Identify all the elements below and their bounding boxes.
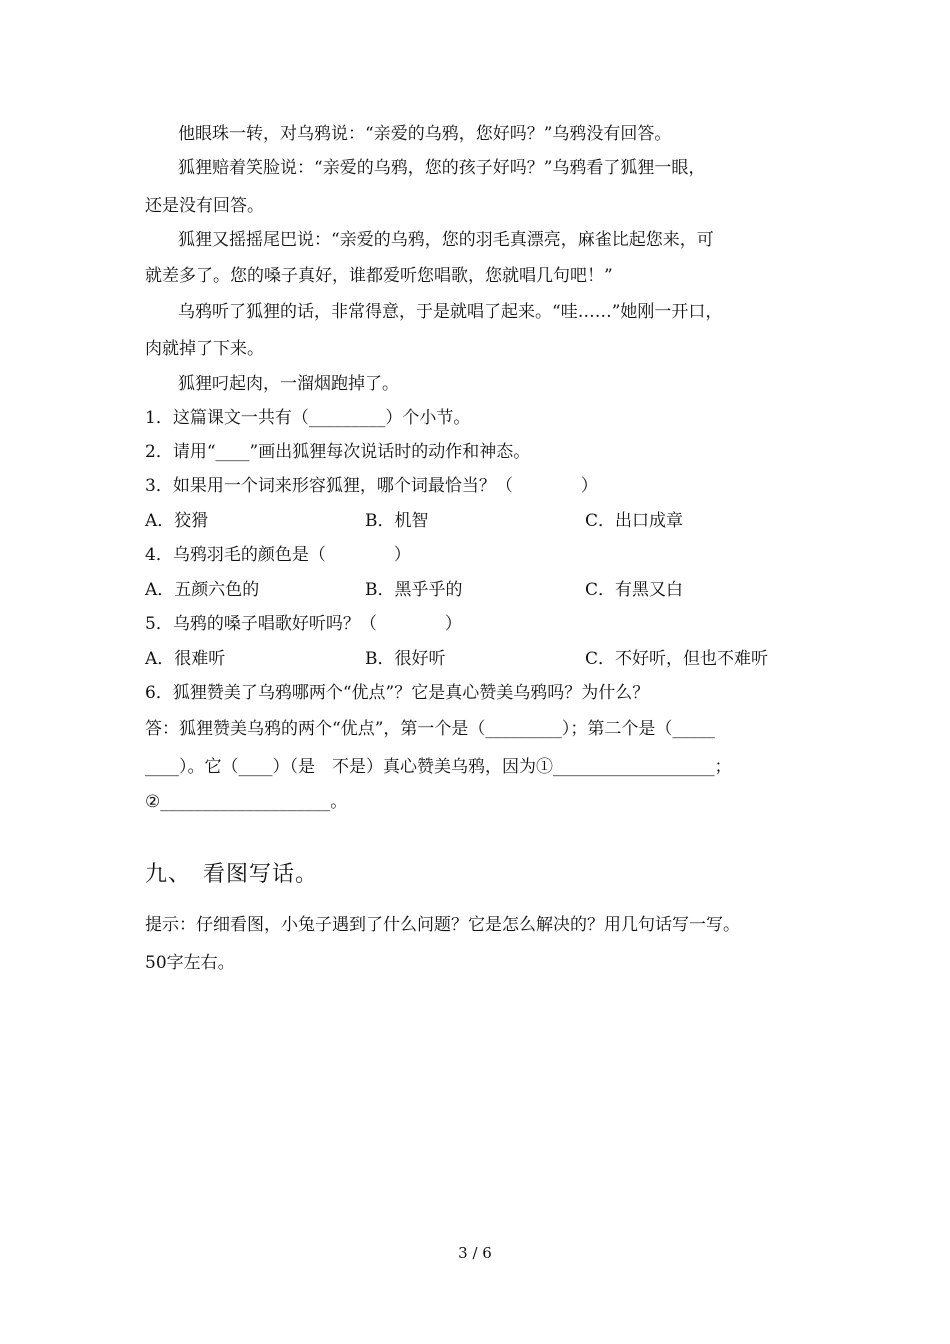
passage-paragraph-2-line-2: 还是没有回答。 [145, 196, 264, 216]
question-5-option-b: B．很好听 [365, 649, 446, 669]
question-5: 5．乌鸦的嗓子唱歌好听吗？（ ） [145, 614, 462, 634]
question-3: 3．如果用一个词来形容狐狸，哪个词最恰当？（ ） [145, 476, 598, 496]
passage-paragraph-3-line-2: 就差多了。您的嗓子真好，谁都爱听您唱歌，您就唱几句吧！” [145, 266, 613, 286]
question-5-option-c: C．不好听，但也不难听 [585, 649, 769, 669]
answer-line-3: ②____________________。 [145, 792, 348, 812]
page-number: 3 / 6 [458, 1244, 492, 1262]
question-2-suffix: ”画出狐狸每次说话时的动作和神态。 [249, 442, 531, 462]
passage-paragraph-2-line-1: 狐狸赔着笑脸说：“亲爱的乌鸦，您的孩子好吗？”乌鸦看了狐狸一眼， [178, 158, 706, 178]
question-4-option-c: C．有黑又白 [585, 580, 684, 600]
question-3-option-a: A．狡猾 [145, 511, 209, 531]
passage-paragraph-5: 狐狸叼起肉，一溜烟跑掉了。 [178, 374, 399, 394]
question-5-option-a: A．很难听 [145, 649, 226, 669]
question-3-option-b: B．机智 [365, 511, 429, 531]
section-9-hint-line-1: 提示：仔细看图，小兔子遇到了什么问题？它是怎么解决的？用几句话写一写。 [145, 915, 740, 935]
passage-paragraph-4-line-1: 乌鸦听了狐狸的话，非常得意，于是就唱了起来。“哇……”她刚一开口， [178, 302, 723, 322]
passage-paragraph-4-line-2: 肉就掉了下来。 [145, 339, 264, 359]
question-2-underline-mark: ____ [215, 442, 250, 462]
passage-paragraph-3-line-1: 狐狸又摇摇尾巴说：“亲爱的乌鸦，您的羽毛真漂亮，麻雀比起您来，可 [178, 230, 714, 250]
question-2 [145, 440, 530, 464]
answer-line-1: 答：狐狸赞美乌鸦的两个“优点”，第一个是（_________）；第二个是（_____ [145, 719, 715, 739]
question-4: 4．乌鸦羽毛的颜色是（ ） [145, 545, 411, 565]
question-2-prefix: 2．请用“ [145, 442, 216, 462]
passage-paragraph-1: 他眼珠一转，对乌鸦说：“亲爱的乌鸦，您好吗？”乌鸦没有回答。 [178, 124, 672, 144]
question-1: 1．这篇课文一共有（_________）个小节。 [145, 408, 471, 428]
section-9-hint-line-2: 50字左右。 [145, 953, 235, 973]
question-4-option-a: A．五颜六色的 [145, 580, 260, 600]
answer-line-2: ____）。它（____）（是 不是）真心赞美乌鸦，因为①___________________； [145, 757, 732, 777]
question-4-option-b: B．黑乎乎的 [365, 580, 463, 600]
question-3-option-c: C．出口成章 [585, 511, 684, 531]
section-9-heading: 九、 看图写话。 [145, 862, 319, 887]
question-6: 6．狐狸赞美了乌鸦哪两个“优点”？它是真心赞美乌鸦吗？为什么？ [145, 683, 650, 703]
